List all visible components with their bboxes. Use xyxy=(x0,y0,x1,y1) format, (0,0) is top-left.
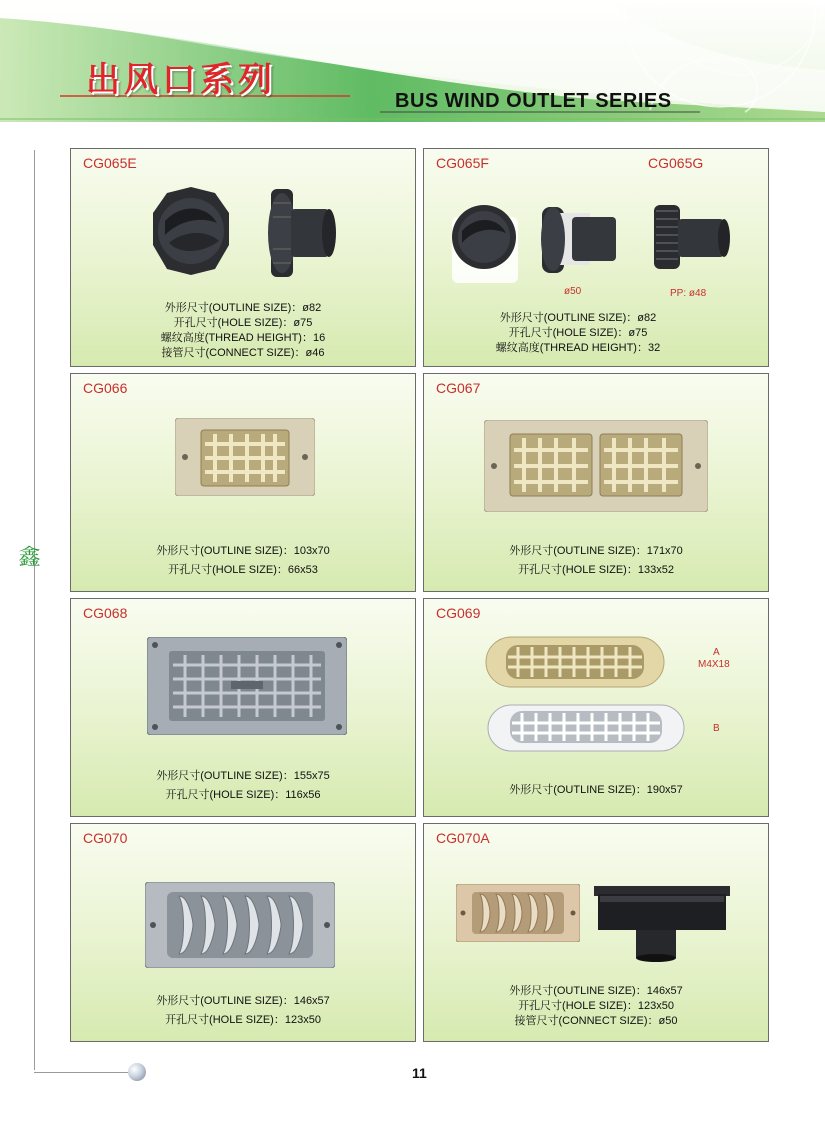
spec-block xyxy=(423,311,750,356)
spec-block xyxy=(71,767,415,805)
spec-outline-size: 外形尺寸(OUTLINE SIZE)：171x70 xyxy=(509,545,683,557)
model-code: CG065E xyxy=(83,155,137,171)
spec-connect-size: 接管尺寸(CONNECT SIZE)：ø50 xyxy=(514,1015,678,1027)
double-rectangular-outlet-image xyxy=(484,420,708,512)
page-title-english: BUS WIND OUTLET SERIES xyxy=(395,90,672,112)
louver-outlet-image xyxy=(145,882,335,968)
footer-rule xyxy=(34,1072,134,1073)
spec-outline-size: 外形尺寸(OUTLINE SIZE)：ø82 xyxy=(164,302,322,314)
spec-block xyxy=(424,984,768,1029)
product-panel-cg070a xyxy=(423,823,769,1042)
spec-hole-size: 开孔尺寸(HOLE SIZE)：ø75 xyxy=(173,317,313,329)
spec-hole-size: 开孔尺寸(HOLE SIZE)：ø75 xyxy=(508,327,648,339)
spec-block xyxy=(424,783,768,798)
spec-outline-size: 外形尺寸(OUTLINE SIZE)：155x75 xyxy=(156,770,330,782)
spec-connect-size: 接管尺寸(CONNECT SIZE)：ø46 xyxy=(161,347,325,359)
model-code: CG070 xyxy=(83,830,128,846)
spec-hole-size: 开孔尺寸(HOLE SIZE)：116x56 xyxy=(165,789,321,801)
spec-thread-height: 螺纹高度(THREAD HEIGHT)：16 xyxy=(160,332,326,344)
rectangular-outlet-image xyxy=(175,418,315,496)
spec-block xyxy=(424,542,768,580)
model-code: CG070A xyxy=(436,830,490,846)
spec-hole-size: 开孔尺寸(HOLE SIZE)：133x52 xyxy=(518,564,674,576)
side-rule xyxy=(34,150,35,1070)
product-panel-cg068 xyxy=(70,598,416,817)
model-code: CG069 xyxy=(436,605,481,621)
page-header xyxy=(0,0,825,135)
spec-hole-size: 开孔尺寸(HOLE SIZE)：66x53 xyxy=(168,564,318,576)
spec-block xyxy=(71,301,415,361)
spec-outline-size: 外形尺寸(OUTLINE SIZE)：190x57 xyxy=(509,784,683,796)
spec-hole-size: 开孔尺寸(HOLE SIZE)：123x50 xyxy=(518,1000,674,1012)
page-title-chinese: 出风口系列 xyxy=(86,60,276,100)
side-logo-text: 鑫 xyxy=(15,545,40,567)
spec-outline-size: 外形尺寸(OUTLINE SIZE)：146x57 xyxy=(509,985,683,997)
spec-outline-size: 外形尺寸(OUTLINE SIZE)：146x57 xyxy=(156,995,330,1007)
product-panel-cg065f-cg065g xyxy=(423,148,769,367)
screw-size-label: M4X18 xyxy=(698,659,730,670)
spec-hole-size: 开孔尺寸(HOLE SIZE)：123x50 xyxy=(165,1014,321,1026)
beige-louver-outlet-image xyxy=(456,884,580,942)
product-panel-cg070 xyxy=(70,823,416,1042)
round-outlet-images xyxy=(446,197,746,285)
footer-ball-ornament xyxy=(128,1063,146,1081)
grille-outlet-image xyxy=(147,637,347,735)
material-label: PP: ø48 xyxy=(670,288,707,299)
page-number: 11 xyxy=(412,1065,427,1081)
black-connector-box-image xyxy=(594,886,730,962)
product-panel-cg069 xyxy=(423,598,769,817)
model-code: CG066 xyxy=(83,380,128,396)
spec-block xyxy=(71,542,415,580)
product-panel-cg067 xyxy=(423,373,769,592)
spec-outline-size: 外形尺寸(OUTLINE SIZE)：103x70 xyxy=(156,545,330,557)
product-panel-cg065e xyxy=(70,148,416,367)
variant-label-b: B xyxy=(713,723,720,734)
product-panel-cg066 xyxy=(70,373,416,592)
spec-thread-height: 螺纹高度(THREAD HEIGHT)：32 xyxy=(495,342,661,354)
model-code: CG065G xyxy=(648,155,704,171)
model-code: CG065F xyxy=(436,155,489,171)
round-outlet-image xyxy=(151,183,341,283)
oval-outlet-images xyxy=(484,635,694,755)
model-code: CG068 xyxy=(83,605,128,621)
variant-label-a: A xyxy=(713,647,720,658)
spec-outline-size: 外形尺寸(OUTLINE SIZE)：ø82 xyxy=(499,312,657,324)
spec-block xyxy=(71,992,415,1030)
diameter-label: ø50 xyxy=(564,286,582,297)
model-code: CG067 xyxy=(436,380,481,396)
